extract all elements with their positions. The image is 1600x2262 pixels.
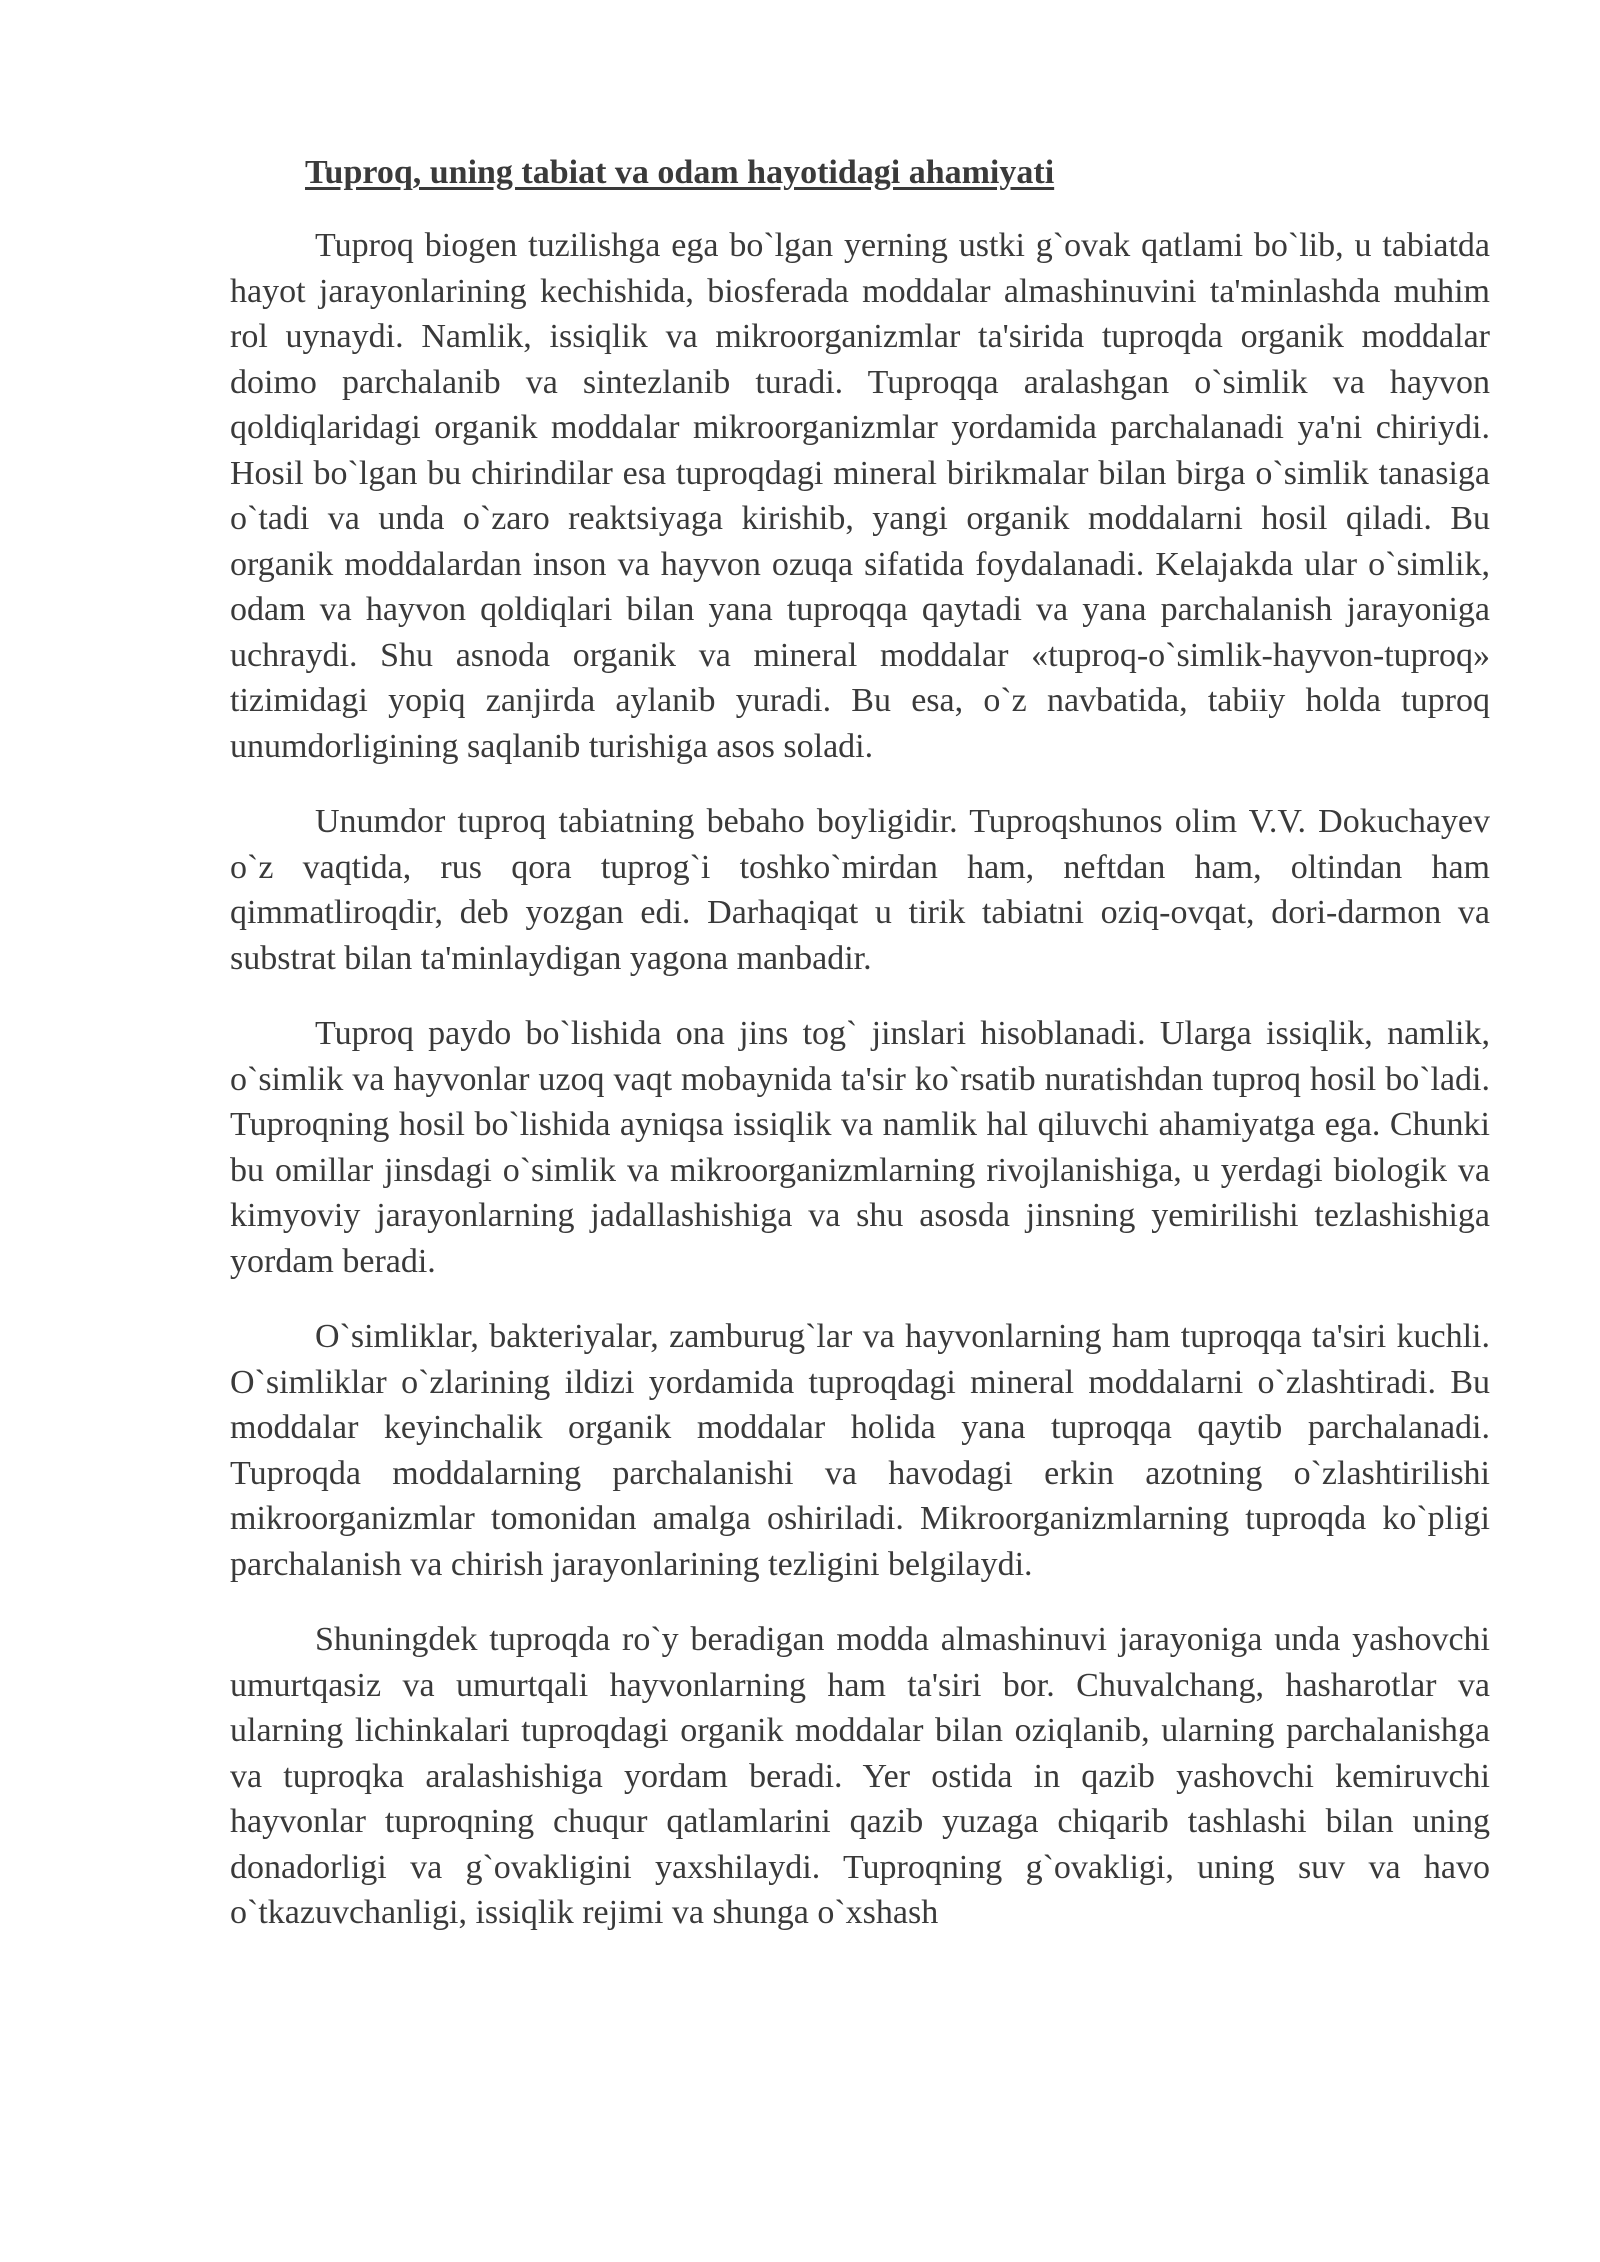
paragraph-2: Unumdor tuproq tabiatning bebaho boyligidir. Tuproqshunos olim V.V. Dokuchayev o`z vaqtida, rus qora tuprog`i toshko`mirdan ham, neftdan ham, oltindan ham qimmatliroqdir, deb yozgan edi. Darhaqiqat u tirik tabiatni oziq-ovqat, dori-darmon va substrat bilan ta'minlaydigan yagona manbadir. [230,803,1490,977]
paragraph-4: O`simliklar, bakteriyalar, zamburug`lar va hayvonlarning ham tuproqqa ta'siri kuchli. O`simliklar o`zlarining ildizi yordamida tuproqdagi mineral moddalarni o`zlashtiradi. Bu moddalar keyinchalik organik moddalar holida yana tuproqqa qaytib parchalanadi. Tuproqda moddalarning parchalanishi va havodagi erkin azotning o`zlashtirilishi mikroorganizmlar tomonidan amalga oshiriladi. Mikroorganizmlarning tuproqda ko`pligi parchalanish va chirish jarayonlarining tezligini belgilaydi. [230,1318,1490,1583]
paragraph-3: Tuproq paydo bo`lishida ona jins tog` jinslari hisoblanadi. Ularga issiqlik, namlik, o`simlik va hayvonlar uzoq vaqt mobaynida ta'sir ko`rsatib nuratishdan tuproq hosil bo`ladi. Tuproqning hosil bo`lishida ayniqsa issiqlik va namlik hal qiluvchi ahamiyatga ega. Chunki bu omillar jinsdagi o`simlik va mikroorganizmlarning rivojlanishiga, u yerdagi biologik va kimyoviy jarayonlarning jadallashishiga va shu asosda jinsning yemirilishi tezlashishiga yordam beradi. [230,1015,1490,1280]
document-title: Tuproq, uning tabiat va odam hayotidagi ahamiyati [305,154,1055,191]
paragraph-5: Shuningdek tuproqda ro`y beradigan modda almashinuvi jarayoniga unda yashovchi umurtqasiz va umurtqali hayvonlarning ham ta'siri bor. Chuvalchang, hasharotlar va ularning lichinkalari tuproqdagi organik moddalar bilan oziqlanib, ularning parchalanishga va tuproqka aralashishiga yordam beradi. Yer ostida in qazib yashovchi kemiruvchi hayvonlar tuproqning chuqur qatlamlarini qazib yuzaga chiqarib tashlashi bilan uning donadorligi va g`ovakligini yaxshilaydi. Tuproqning g`ovakligi, uning suv va havo o`tkazuvchanligi, issiqlik rejimi va shunga o`xshash [230,1621,1490,1931]
paragraph-1: Tuproq biogen tuzilishga ega bo`lgan yerning ustki g`ovak qatlami bo`lib, u tabiatda hayot jarayonlarining kechishida, biosferada moddalar almashinuvini ta'minlashda muhim rol uynaydi. Namlik, issiqlik va mikroorganizmlar ta'sirida tuproqda organik moddalar doimo parchalanib va sintezlanib turadi. Tuproqqa aralashgan o`simlik va hayvon qoldiqlaridagi organik moddalar mikroorganizmlar yordamida parchalanadi ya'ni chiriydi. Hosil bo`lgan bu chirindilar esa tuproqdagi mineral birikmalar bilan birga o`simlik tanasiga o`tadi va unda o`zaro reaktsiyaga kirishib, yangi organik moddalarni hosil qiladi. Bu organik moddalardan inson va hayvon ozuqa sifatida foydalanadi. Kelajakda ular o`simlik, odam va hayvon qoldiqlari bilan yana tuproqqa qaytadi va yana parchalanish jarayoniga uchraydi. Shu asnoda organik va mineral moddalar «tuproq-o`simlik-hayvon-tuproq» tizimidagi yopiq zanjirda aylanib yuradi. Bu esa, o`z navbatida, tabiiy holda tuproq unumdorligining saqlanib turishiga asos soladi. [230,227,1490,765]
document-body [230,150,1490,1966]
